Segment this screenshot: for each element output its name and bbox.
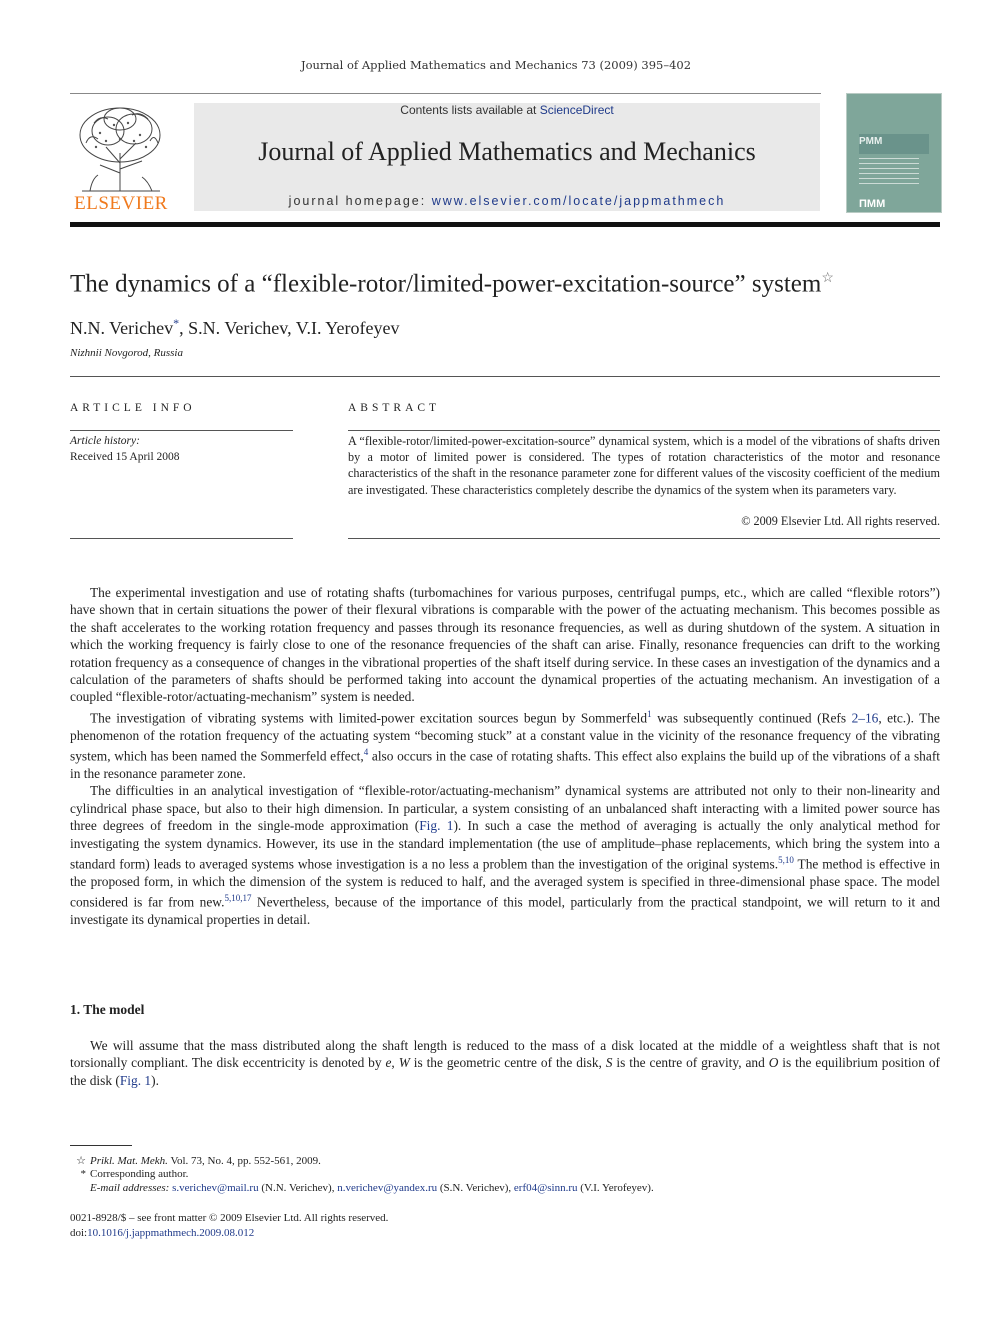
abstract-text: A “flexible-rotor/limited-power-excitation-source” dynamical system, which is a model of the vibrations of shafts driven by a motor of limited power is considered. The types of rotation characteristics of the motor and resonance characteristics of the shaft in the resonance parameter zone for different values of the viscosity coefficient of the medium are investigated. These characteristics completely describe the dynamics of the system when its parameters vary. bbox=[348, 434, 940, 497]
divider bbox=[70, 430, 293, 431]
abstract-copyright: © 2009 Elsevier Ltd. All rights reserved. bbox=[741, 514, 940, 528]
paragraph: The difficulties in an analytical investigation of “flexible-rotor/actuating-mechanism” dynamical systems are attributed not only to their non-linearity and cylindrical phase space, but also to their high dimension. In particular, a system consisting of an unbalanced shaft interacting with a limited power source has three degrees of freedom in the single-mode approximation (Fig. 1). In such a case the method of averaging is actually the only analytical method for investigating the system dynamics. However, its use in the standard implementation (the use of amplitude–phase replacements, which bring the system into a standard form) leads to averaged systems whose investigation is a no less a problem than the investigation of the original systems.$^{5,10}$ The method is effective in the proposed form, in which the dimension of the system is reduced to half, and the averaged system is specified in three-dimensional phase space. The model considered is far from new.$^{5,10,17}$ Nevertheless, because of the importance of this model, particularly from the practical standpoint, we will return to it and investigate its dynamical properties in detail. bbox=[70, 783, 940, 928]
footnote-corresponding: * Corresponding author. bbox=[80, 1168, 189, 1180]
email-link[interactable]: s.verichev@mail.ru bbox=[172, 1182, 259, 1194]
history-label: Article history: bbox=[70, 435, 140, 447]
issn-line: 0021-8928/$ – see front matter © 2009 Elsevier Ltd. All rights reserved. bbox=[70, 1212, 389, 1224]
title-footnote-mark[interactable]: ☆ bbox=[821, 271, 834, 286]
cover-title: PMM bbox=[859, 136, 883, 147]
intro-body bbox=[70, 584, 940, 929]
email-link[interactable]: erf04@sinn.ru bbox=[513, 1182, 578, 1194]
header-thick-rule bbox=[70, 222, 940, 227]
divider bbox=[348, 430, 940, 431]
tree-icon bbox=[70, 103, 172, 193]
header-top-rule bbox=[70, 93, 821, 94]
sciencedirect-link[interactable]: ScienceDirect bbox=[539, 103, 614, 117]
article-info-heading: ARTICLE INFO bbox=[70, 402, 196, 414]
running-head: Journal of Applied Mathematics and Mechanics 73 (2009) 395–402 bbox=[300, 58, 692, 72]
cover-bottom-title: ПММ bbox=[859, 198, 886, 210]
section-heading: 1. The model bbox=[70, 1002, 145, 1017]
abstract-heading: ABSTRACT bbox=[348, 402, 441, 414]
paragraph: The experimental investigation and use of rotating shafts (turbomachines for various purposes, centrifugal pumps, etc., which are called “flexible rotors”) have shown that in certain situations the power of their flexural vibrations is comparable with the power of the actuating mechanism. This becomes possible as the shaft accelerates to the working rotation frequency and passes through its resonance frequencies, as well as during shutdown of the system. A situation in which the working frequency is fairly close to one of the resonance frequencies of the shaft can arise. Finally, resonance frequencies can drift to the working rotation frequency as a consequence of changes in the vibrational properties of the shaft itself during service. In these cases an investigation of the dynamics and a calculation of the parameters of shafts should be performed taking into account the dynamical properties of the actuating mechanism. An investigation of a coupled “flexible-rotor/actuating-mechanism” system is needed. bbox=[70, 585, 940, 705]
section-body bbox=[70, 1037, 940, 1089]
doi-link[interactable]: 10.1016/j.jappmathmech.2009.08.012 bbox=[87, 1227, 255, 1239]
paragraph: The investigation of vibrating systems with limited-power excitation sources begun by Sommerfeld$^1$ was subsequently continued (Refs 2–16, etc.). The phenomenon of the rotation frequency of the actuating system “becoming stuck” at a constant value in the vicinity of the resonance frequency of the vibrating system, which has been named the Sommerfeld effect,$^4$ also occurs in the case of rotating shafts. This effect also explains the build up of the vibrations of a shaft in the resonance parameter zone. bbox=[70, 708, 940, 781]
corresponding-author-mark[interactable]: * bbox=[173, 316, 180, 330]
paragraph: We will assume that the mass distributed along the shaft length is reduced to the mass of a disk located at the middle of a weightless shaft that is not torsionally compliant. The disk eccentricity is denoted by e, W is the geometric centre of the disk, S is the centre of gravity, and O is the equilibrium position of the disk (Fig. 1). bbox=[70, 1038, 941, 1088]
doi-line: doi:10.1016/j.jappmathmech.2009.08.012 bbox=[70, 1227, 255, 1239]
author-list bbox=[70, 316, 399, 339]
contents-line: Contents lists available at ScienceDirect bbox=[400, 103, 614, 117]
journal-cover-thumbnail[interactable] bbox=[846, 93, 942, 213]
affiliation: Nizhnii Novgorod, Russia bbox=[70, 347, 183, 359]
citation-link[interactable]: 5,10,17 bbox=[224, 893, 252, 904]
author-names: , S.N. Verichev, V.I. Yerofeyev bbox=[179, 318, 400, 338]
received-date: Received 15 April 2008 bbox=[70, 451, 180, 463]
figure-link[interactable]: Fig. 1 bbox=[119, 1072, 152, 1088]
homepage-link[interactable]: www.elsevier.com/locate/jappmathmech bbox=[431, 194, 726, 208]
footnote-source: ☆ Prikl. Mat. Mekh. Vol. 73, No. 4, pp. 552-561, 2009. bbox=[76, 1155, 321, 1167]
elsevier-logo[interactable] bbox=[70, 103, 172, 215]
figure-link[interactable]: Fig. 1 bbox=[419, 818, 454, 834]
article-history bbox=[70, 433, 180, 465]
footnote-rule bbox=[70, 1145, 132, 1146]
author-name: N.N. Verichev bbox=[70, 318, 174, 338]
citation-link[interactable]: 2–16 bbox=[851, 710, 879, 726]
journal-name: Journal of Applied Mathematics and Mechanics bbox=[258, 137, 756, 166]
divider bbox=[348, 538, 940, 539]
article-title: The dynamics of a “flexible-rotor/limited-power-excitation-source” system☆ bbox=[70, 270, 834, 298]
citation-link[interactable]: 4 bbox=[363, 747, 369, 758]
divider bbox=[70, 376, 940, 377]
citation-link[interactable]: 1 bbox=[647, 708, 652, 719]
journal-banner bbox=[194, 103, 820, 211]
citation-link[interactable]: 5,10 bbox=[778, 855, 794, 866]
divider bbox=[70, 538, 293, 539]
email-link[interactable]: n.verichev@yandex.ru bbox=[337, 1182, 438, 1194]
footnote-emails: E-mail addresses: s.verichev@mail.ru (N.N. Verichev), n.verichev@yandex.ru (S.N. Verichev), erf04@sinn.ru (V.I. Yerofeyev). bbox=[90, 1182, 654, 1194]
elsevier-wordmark: ELSEVIER bbox=[74, 193, 168, 214]
homepage-line: journal homepage: www.elsevier.com/locate/jappmathmech bbox=[288, 194, 726, 208]
cover-text-lines bbox=[859, 158, 919, 184]
